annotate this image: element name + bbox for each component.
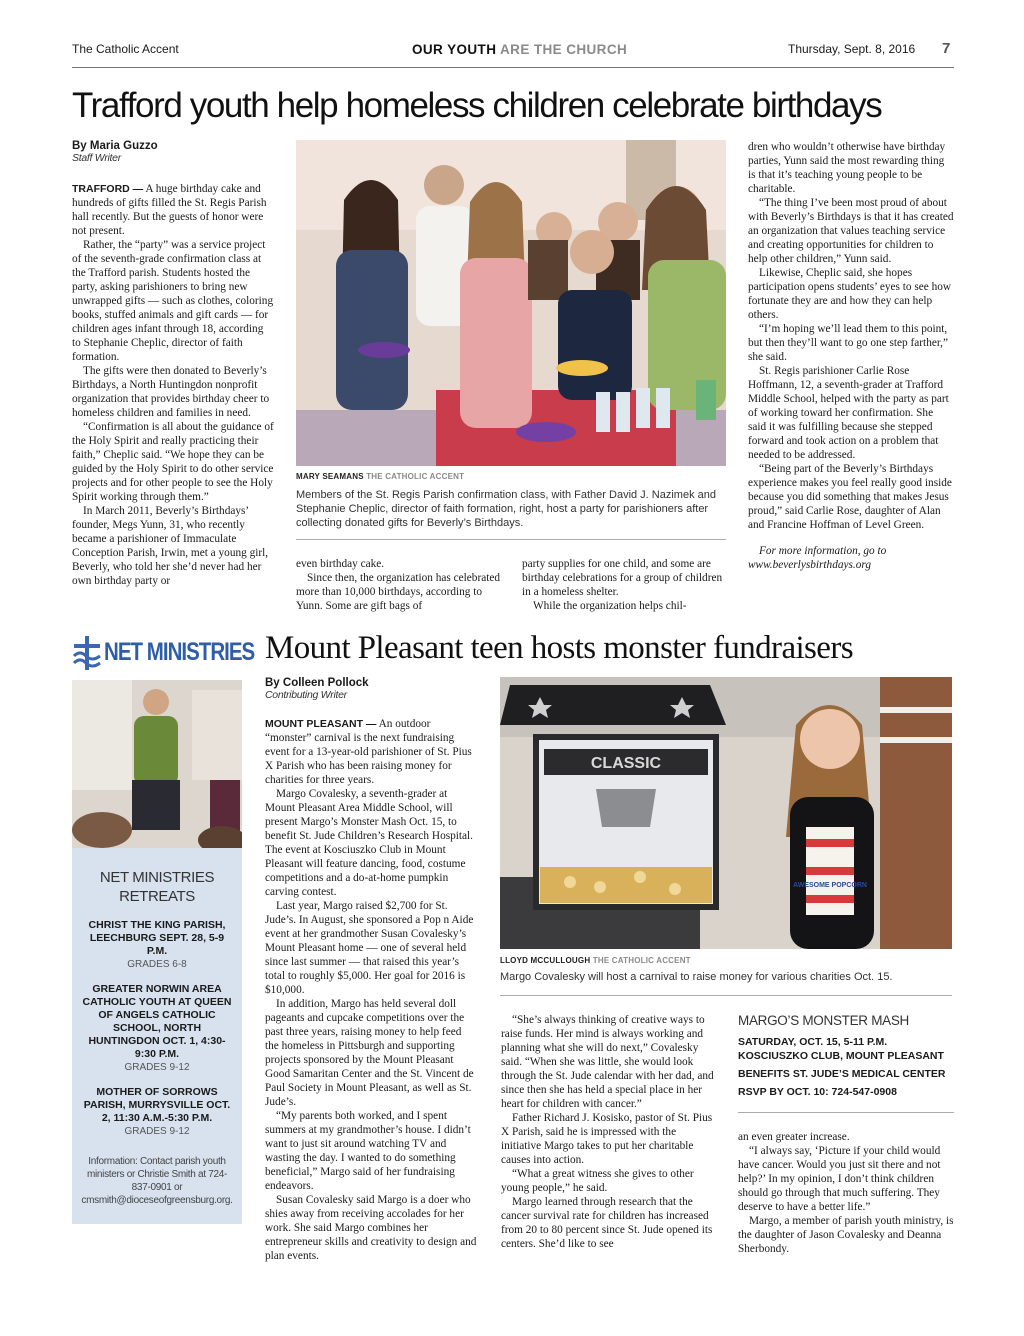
story1-paragraph: The gifts were then donated to Beverly’s Birthdays, a North Huntingdon nonprofit organization that provides birthday cheer to homeless children and families in need. [72,365,270,419]
story2-paragraph: Margo Covalesky, a seventh-grader at Mount Pleasant Area Middle School, will present Margo’s Monster Mash Oct. 15, to benefit St. Jude Children’s Research Hospital. The event at Kosciuszko Club in Mount Pleasant will feature dancing, food, costume competitions and a do-at-home pumpkin carving contest. [265,788,474,898]
birthday-party-photo [296,140,726,466]
story1-paragraph: “I’m hoping we’ll lead them to this point, but then they’ll want to go one step farther,” she said. [748,323,949,363]
story2-paragraph: “I always say, ‘Picture if your child would have cancer. Would you just sit there and not help?’ In my opinion, I don’t think children should go through that much suffering. They deserve to have a better life.” [738,1145,941,1213]
retreats-contact-info: Information: Contact parish youth ministers or Christie Smith at 724-837-0901 or cmsmith@dioceseofgreensburg.org. [81,1156,233,1206]
info-box-benefit: BENEFITS ST. JUDE’S MEDICAL CENTER [738,1068,946,1080]
youth-speaker-photo [72,680,242,848]
story1-photo-credit: MARY SEAMANS THE CATHOLIC ACCENT [296,472,465,481]
story2-headline: Mount Pleasant teen hosts monster fundraisers [265,630,853,666]
story1-paragraph: party supplies for one child, and some are birthday celebrations for a group of children in a homeless shelter. [522,558,723,598]
story1-more-info: For more information, go to www.beverlysbirthdays.org [748,545,887,571]
retreat-item-grades: GRADES 9-12 [124,1062,190,1073]
story1-paragraph: dren who wouldn’t otherwise have birthday parties, Yunn said the most rewarding thing is that it’s teaching young people to be charitable. [748,141,946,195]
popcorn-machine-photo [500,677,952,949]
story1-column-4 [748,140,954,572]
retreat-item-title: CHRIST THE KING PARISH, LEECHBURG SEPT. 28, 5-9 P.M. [88,919,226,957]
story2-paragraph: “She’s always thinking of creative ways to raise funds. Her mind is always working and planning what she will do next,” Covalesky said. “When she was little, she would look through the St. Jude calendar with her dad, and since then she has held a special place in her heart for children with cancer.” [501,1014,714,1110]
machine-label: CLASSIC [590,755,662,772]
story1-paragraph: Rather, the “party” was a service project of the seventh-grade confirmation class at the Trafford parish. Students hosted the party, asking parishioners to bring new unwrapped gifts — such as clothes, coloring books, stuffed animals and gift cards — for children ages infant through 18, according to Stephanie Cheplic, director of faith formation. [72,239,274,363]
retreat-item-grades: GRADES 9-12 [124,1126,190,1137]
retreat-item [80,1086,234,1137]
section-title-bold: OUR YOUTH [412,42,497,57]
masthead [72,38,954,68]
story1-dateline: TRAFFORD — [72,183,144,195]
story1-paragraph: TRAFFORD — A huge birthday cake and hundreds of gifts filled the St. Regis Parish hall recently. But the guests of honor were not present. [72,183,267,237]
story1-paragraph: even birthday cake. [296,558,385,570]
story1-paragraph: Likewise, Cheplic said, she hopes participation opens students’ eyes to see how fortunate they are and how they can help others. [748,267,952,321]
retreats-panel-title: NET MINISTRIES RETREATS [99,869,215,905]
info-box-when: SATURDAY, OCT. 15, 5-11 P.M. [738,1036,888,1048]
story2-paragraph: Margo learned through research that the cancer survival rate for children has increased from 20 to 80 percent since St. Jude opened its centers. She’d like to see [501,1196,713,1250]
story1-paragraph: Since then, the organization has celebrated more than 10,000 birthdays, according to Yunn. Some are gift bags of [296,572,501,612]
story1-column-1 [72,140,274,588]
story1-caption-rule [296,539,726,540]
story2-dateline: MOUNT PLEASANT — [265,718,377,730]
story1-column-2 [296,557,502,613]
paper-name: The Catholic Accent [72,42,179,56]
story2-photo-caption: Margo Covalesky will host a carnival to raise money for various charities Oct. 15. [500,971,893,983]
story1-column-3 [522,557,726,613]
net-ministries-logo [72,636,255,672]
story2-column-3 [738,1130,954,1256]
info-box-title: MARGO’S MONSTER MASH [738,1013,910,1028]
story2-caption-rule [500,995,952,996]
retreat-item-title: GREATER NORWIN AREA CATHOLIC YOUTH AT QUEEN OF ANGELS CATHOLIC SCHOOL, NORTH HUNTINGDON OCT. 1, 4:30-9:30 P.M. [82,983,232,1060]
story1-paragraph: “Being part of the Beverly’s Birthdays experience makes you feel really good inside because you did something that makes Jesus proud,” said Carlie Rose, daughter of Alan and Francine Hoffman of Level Green. [748,463,952,531]
story1-byline-role: Staff Writer [72,152,121,164]
page-number: 7 [942,40,951,57]
story2-paragraph: Last year, Margo raised $2,700 for St. Jude’s. In August, she sponsored a Pop n Aide event at her grandmother Susan Covalesky’s Mount Pleasant home — one of several held since last summer — that raised this year’s total to roughly $5,000. Her goal for 2016 is $10,000. [265,900,474,996]
story2-byline: By Colleen Pollock [265,677,369,689]
story2-paragraph: “What a great witness she gives to other young people,” he said. [501,1168,694,1194]
popcorn-bag-label: AWESOME POPCORN [793,882,867,889]
retreat-item-title: MOTHER OF SORROWS PARISH, MURRYSVILLE OCT. 2, 11:30 A.M.-5:30 P.M. [83,1086,231,1124]
story1-paragraph: St. Regis parishioner Carlie Rose Hoffmann, 12, a seventh-grader at Trafford Middle School, helped with the party as part of working toward her confirmation. She said it was fulfilling because she stepped forward and took action on a problem that needed to be addressed. [748,365,949,461]
story2-column-2 [501,1013,715,1251]
story1-paragraph: While the organization helps chil- [533,600,687,612]
retreat-item [80,983,234,1073]
story2-paragraph: Susan Covalesky said Margo is a doer who shies away from receiving accolades for her work. She said Margo combines her entrepreneur skills and creativity to design and plan events. [265,1194,477,1262]
story1-photo-caption: Members of the St. Regis Parish confirmation class, with Father David J. Nazimek and Stephanie Cheplic, director of faith formation, right, host a party for parishioners after collecting donated gifts for Beverly’s Birthdays. [296,489,716,529]
monster-mash-info-box [738,1013,954,1113]
sidebar-photo [72,680,242,848]
story2-photo [500,677,952,949]
section-title-light: ARE THE CHURCH [500,42,628,57]
retreat-item [80,919,234,970]
story1-byline: By Maria Guzzo [72,140,158,152]
section-title [412,42,627,57]
story1-headline: Trafford youth help homeless children celebrate birthdays [72,86,882,125]
story1-paragraph: “The thing I’ve been most proud of about with Beverly’s Birthdays is that it has created an organization that values teaching service and creating opportunities for children to help other children,” Yunn said. [748,197,954,265]
story2-paragraph: Margo, a member of parish youth ministry, is the daughter of Jason Covalesky and Deanna Sherbondy. [738,1215,954,1255]
story2-paragraph: an even greater increase. [738,1131,850,1143]
retreat-item-grades: GRADES 6-8 [127,959,187,970]
story2-byline-role: Contributing Writer [265,689,347,701]
story2-paragraph: Father Richard J. Kosisko, pastor of St. Pius X Parish, said he is impressed with the initiative Margo takes to put her charitable causes into action. [501,1112,713,1166]
net-logo-text: NET MINISTRIES [104,638,255,666]
story1-paragraph: In March 2011, Beverly’s Birthdays’ founder, Megs Yunn, 31, who recently became a parishioner of Immaculate Conception Parish, Irwin, met a young girl, Beverly, who told her she’d never had her own birthday party or [72,505,269,587]
story1-photo [296,140,726,466]
story2-paragraph: In addition, Margo has held several doll pageants and cupcake competitions over the past three years, raising money to help feed the homeless in Pittsburgh and supporting projects sponsored by the Mount Pleasant Good Samaritan Center and the St. Vincent de Paul Society in Mount Pleasant, as well as St. Jude’s. [265,998,474,1108]
issue-date: Thursday, Sept. 8, 2016 [788,42,916,56]
story2-photo-credit: LLOYD MCCULLOUGH THE CATHOLIC ACCENT [500,956,691,965]
info-box-rsvp: RSVP BY OCT. 10: 724-547-0908 [738,1086,897,1098]
info-box-where: KOSCIUSZKO CLUB, MOUNT PLEASANT [738,1050,944,1062]
retreats-panel [72,848,242,1224]
story2-paragraph: MOUNT PLEASANT — An outdoor “monster” carnival is the next fundraising event for a 13-year-old parishioner of St. Pius X Parish who has been raising money for charities for three years. [265,718,472,786]
net-logo-icon [72,636,102,670]
story2-paragraph: “My parents both worked, and I spent summers at my grandmother’s house. I didn’t want to just sit around watching TV and wasting the day. I wanted to do something beneficial,” Margo said of her fundraising endeavors. [265,1110,471,1192]
story2-column-1 [265,677,477,1263]
story1-paragraph: “Confirmation is all about the guidance of the Holy Spirit and really practicing their faith,” Cheplic said. “We hope they can be guided by the Holy Spirit to do other service projects and for other people to see the Holy Spirit working through them.” [72,421,274,503]
